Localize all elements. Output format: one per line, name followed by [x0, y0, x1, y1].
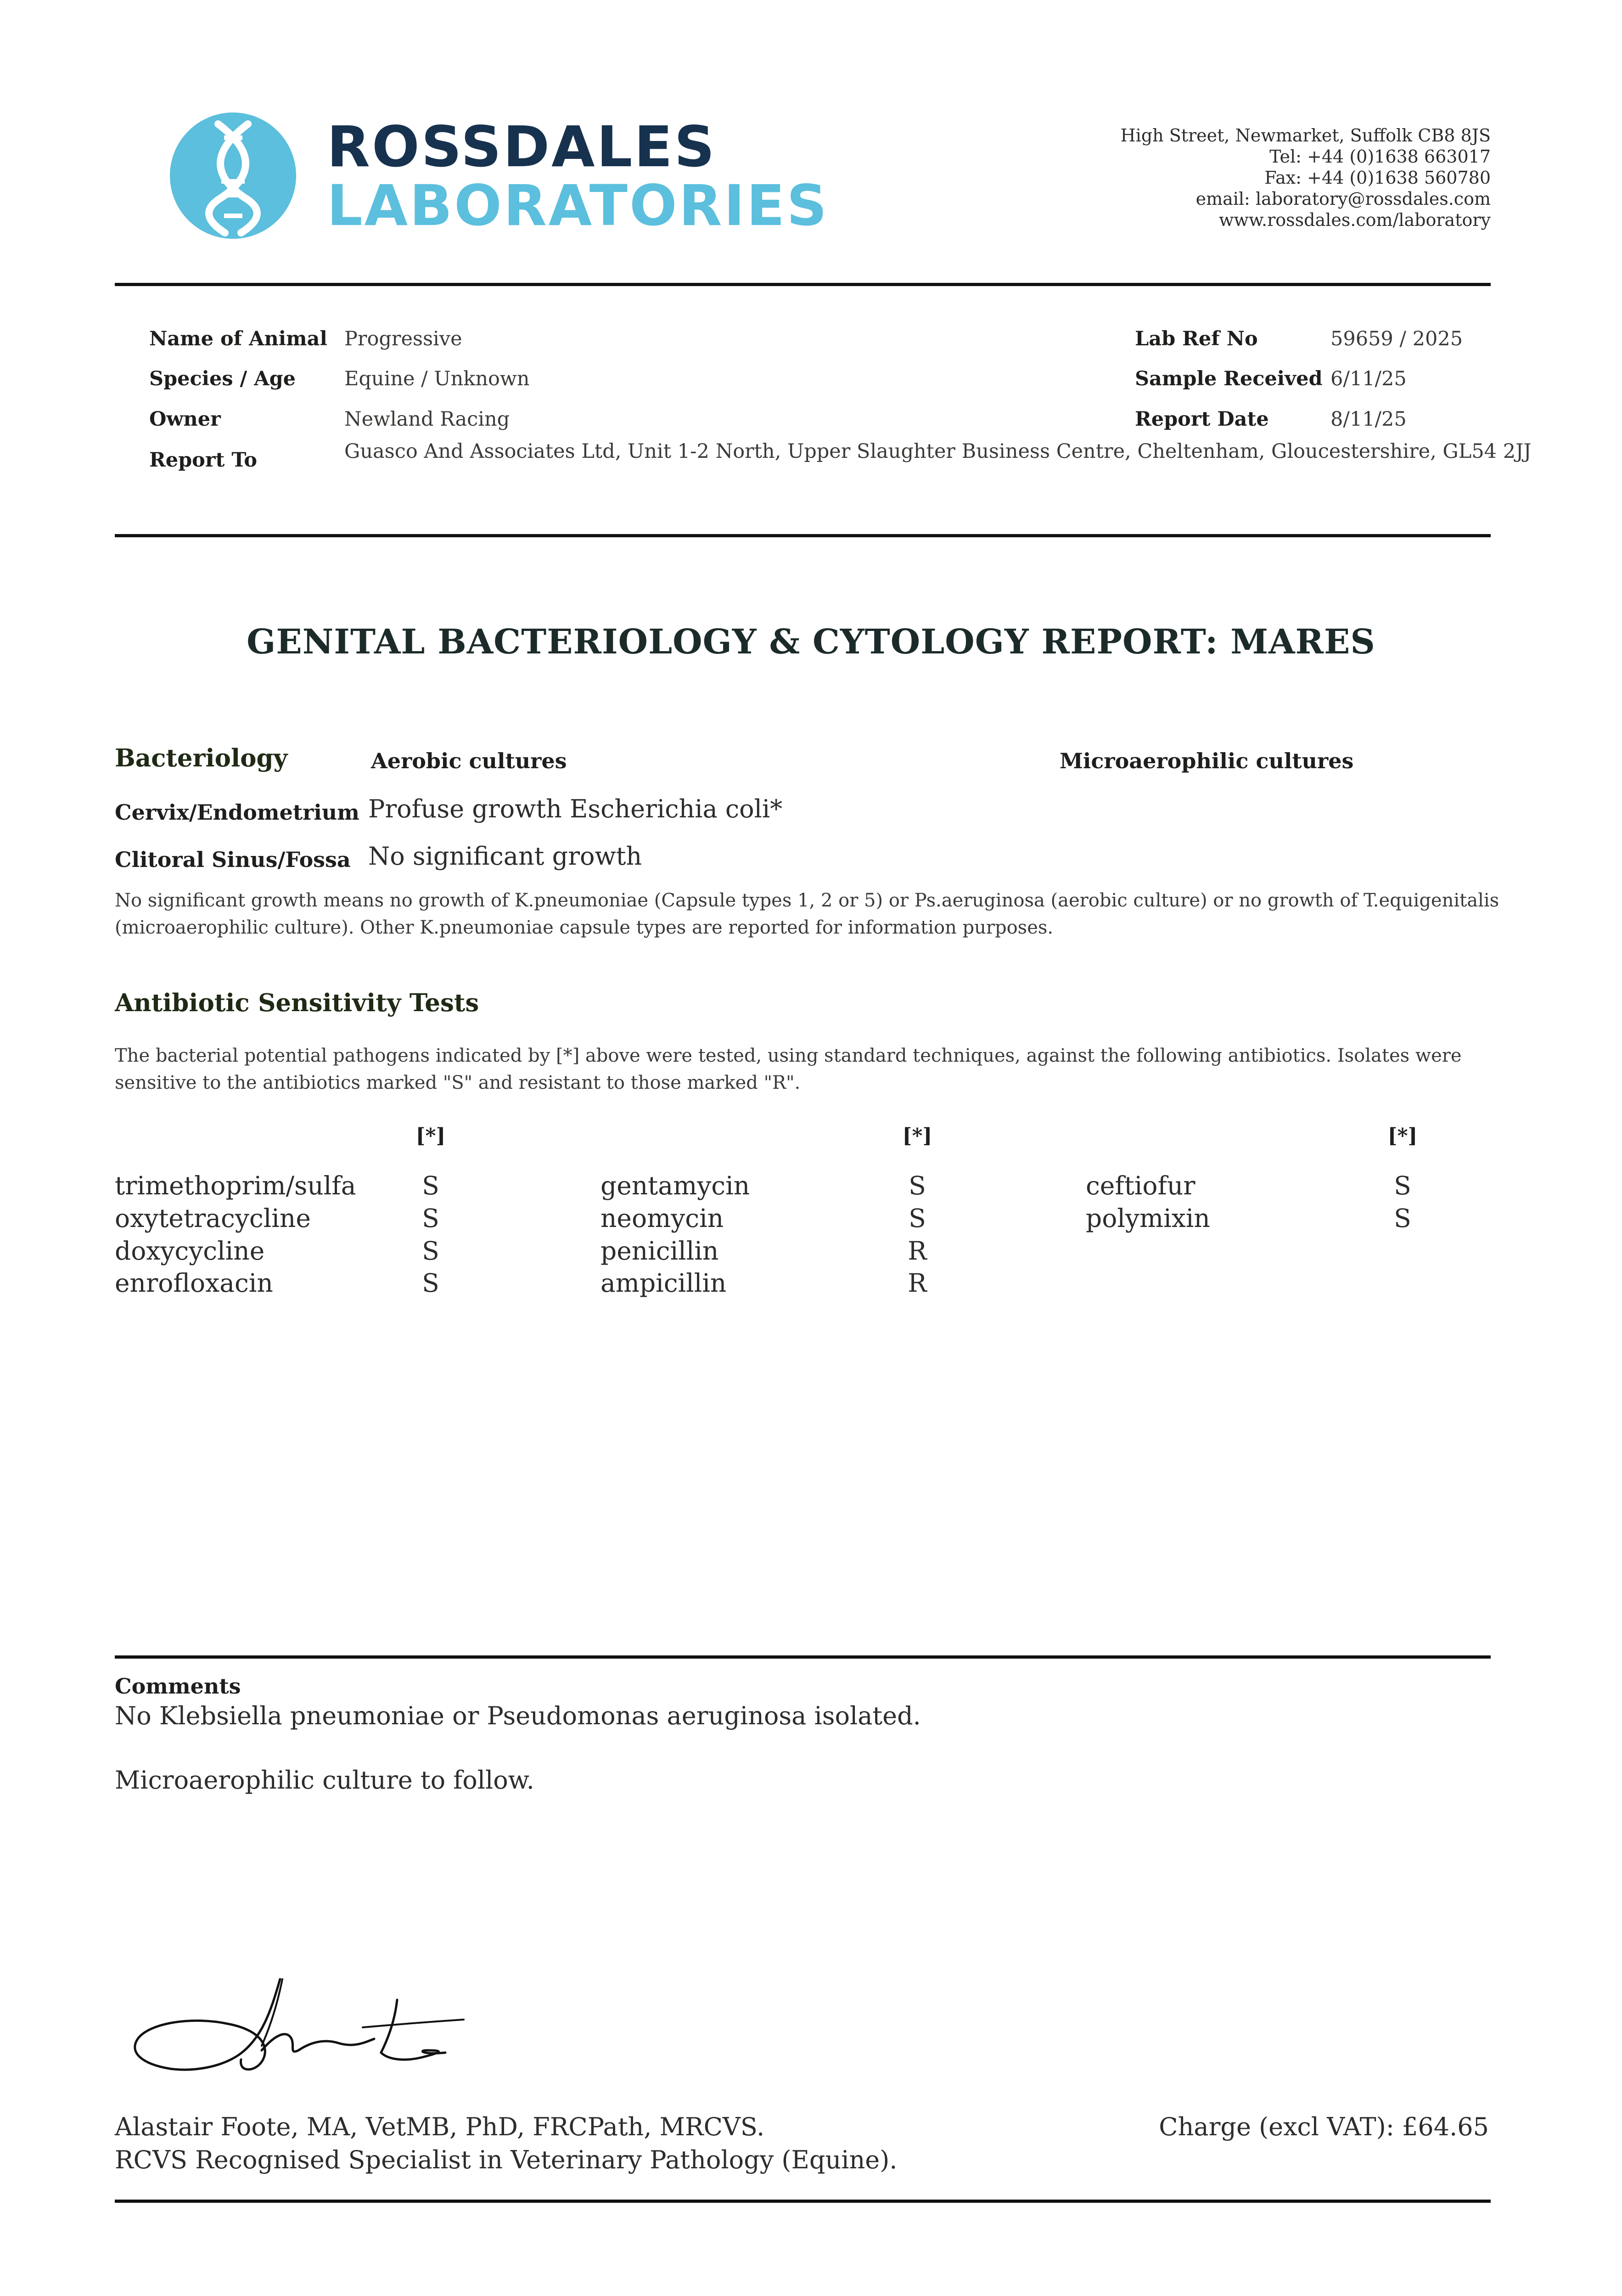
signature-image: [124, 1970, 473, 2089]
antibiotic-result: S: [909, 1171, 926, 1200]
antibiotic-result: S: [1394, 1204, 1411, 1233]
comments-divider: [115, 1655, 1491, 1659]
antibiotic-name: ampicillin: [601, 1268, 727, 1298]
species-value: Equine / Unknown: [344, 367, 530, 390]
antibiotic-name: ceftiofur: [1086, 1171, 1195, 1200]
comments-label: Comments: [115, 1674, 241, 1699]
sample-received-label: Sample Received: [1135, 367, 1323, 390]
antibiotic-name: neomycin: [601, 1204, 724, 1233]
column-marker-2: [*]: [902, 1124, 932, 1148]
bacteriology-heading: Bacteriology: [115, 744, 288, 772]
report-date-value: 8/11/25: [1330, 408, 1407, 431]
comment-line-1: No Klebsiella pneumoniae or Pseudomonas aeruginosa isolated.: [115, 1701, 921, 1730]
species-label: Species / Age: [149, 367, 296, 390]
report-to-label: Report To: [149, 449, 258, 472]
result-cervix: Profuse growth Escherichia coli*: [368, 794, 783, 823]
column-marker-1: [*]: [415, 1124, 446, 1148]
header-divider: [115, 283, 1491, 286]
site-cervix: Cervix/Endometrium: [115, 800, 359, 825]
antibiotic-name: gentamycin: [601, 1171, 750, 1200]
address: High Street, Newmarket, Suffolk CB8 8JS: [1120, 125, 1491, 146]
report-to-value: Guasco And Associates Ltd, Unit 1-2 North, Upper Slaughter Business Centre, Cheltenham, Gloucestershire, GL54 2JJ: [344, 440, 1532, 463]
intro-line-2: sensitive to the antibiotics marked "S" and resistant to those marked "R".: [115, 1072, 801, 1093]
antibiotic-result: S: [422, 1204, 439, 1233]
owner-value: Newland Racing: [344, 408, 510, 431]
antibiotic-result: R: [908, 1268, 927, 1298]
antibiotic-result: S: [1394, 1171, 1411, 1200]
sensitivity-heading: Antibiotic Sensitivity Tests: [115, 989, 479, 1017]
signer-line-2: RCVS Recognised Specialist in Veterinary Pathology (Equine).: [115, 2145, 898, 2174]
footer-divider: [115, 2200, 1491, 2203]
antibiotic-name: doxycycline: [115, 1236, 265, 1266]
lab-ref-value: 59659 / 2025: [1330, 327, 1463, 350]
lab-ref-label: Lab Ref No: [1135, 327, 1258, 350]
email: email: laboratory@rossdales.com: [1195, 189, 1491, 209]
logo-rossdales: ROSSDALES: [327, 114, 717, 180]
antibiotic-result: R: [908, 1236, 927, 1266]
note-line-1: No significant growth means no growth of K.pneumoniae (Capsule types 1, 2 or 5) or Ps.aeruginosa (aerobic culture) or no growth of T.equigenitalis: [115, 890, 1499, 911]
antibiotic-result: S: [909, 1204, 926, 1233]
note-line-2: (microaerophilic culture). Other K.pneumoniae capsule types are reported for information purposes.: [115, 917, 1054, 938]
report-date-label: Report Date: [1135, 408, 1269, 431]
sample-received-value: 6/11/25: [1330, 367, 1407, 390]
column-marker-3: [*]: [1387, 1124, 1418, 1148]
microaerophilic-heading: Microaerophilic cultures: [1060, 748, 1354, 773]
contact-block: [1121, 125, 1491, 231]
antibiotic-name: oxytetracycline: [115, 1204, 311, 1233]
signer-line-1: Alastair Foote, MA, VetMB, PhD, FRCPath, MRCVS.: [115, 2112, 765, 2141]
name-value: Progressive: [344, 327, 462, 350]
antibiotic-name: enrofloxacin: [115, 1268, 273, 1298]
report-title: GENITAL BACTERIOLOGY & CYTOLOGY REPORT: MARES: [247, 622, 1375, 662]
fax: Fax: +44 (0)1638 560780: [1264, 168, 1491, 188]
website: www.rossdales.com/laboratory: [1218, 210, 1491, 230]
intro-line-1: The bacterial potential pathogens indicated by [*] above were tested, using standard techniques, against the following antibiotics. Isolates were: [115, 1045, 1462, 1066]
antibiotic-name: polymixin: [1086, 1204, 1210, 1233]
antibiotic-name: trimethoprim/sulfa: [115, 1171, 356, 1200]
bacteriology-note: [115, 887, 1499, 941]
antibiotic-result: S: [422, 1236, 439, 1266]
result-clitoral: No significant growth: [368, 842, 642, 871]
name-label: Name of Animal: [149, 327, 327, 350]
sensitivity-intro: [115, 1042, 1492, 1097]
dna-helix-icon: [170, 113, 296, 239]
info-divider: [115, 534, 1491, 537]
logo-laboratories: LABORATORIES: [327, 173, 829, 238]
site-clitoral: Clitoral Sinus/Fossa: [115, 847, 351, 872]
antibiotic-name: penicillin: [601, 1236, 719, 1266]
charge: Charge (excl VAT): £64.65: [1159, 2112, 1489, 2141]
telephone: Tel: +44 (0)1638 663017: [1269, 146, 1491, 167]
owner-label: Owner: [149, 408, 221, 431]
comment-line-2: Microaerophilic culture to follow.: [115, 1766, 534, 1795]
aerobic-heading: Aerobic cultures: [371, 748, 567, 773]
antibiotic-result: S: [422, 1171, 439, 1200]
antibiotic-result: S: [422, 1268, 439, 1298]
